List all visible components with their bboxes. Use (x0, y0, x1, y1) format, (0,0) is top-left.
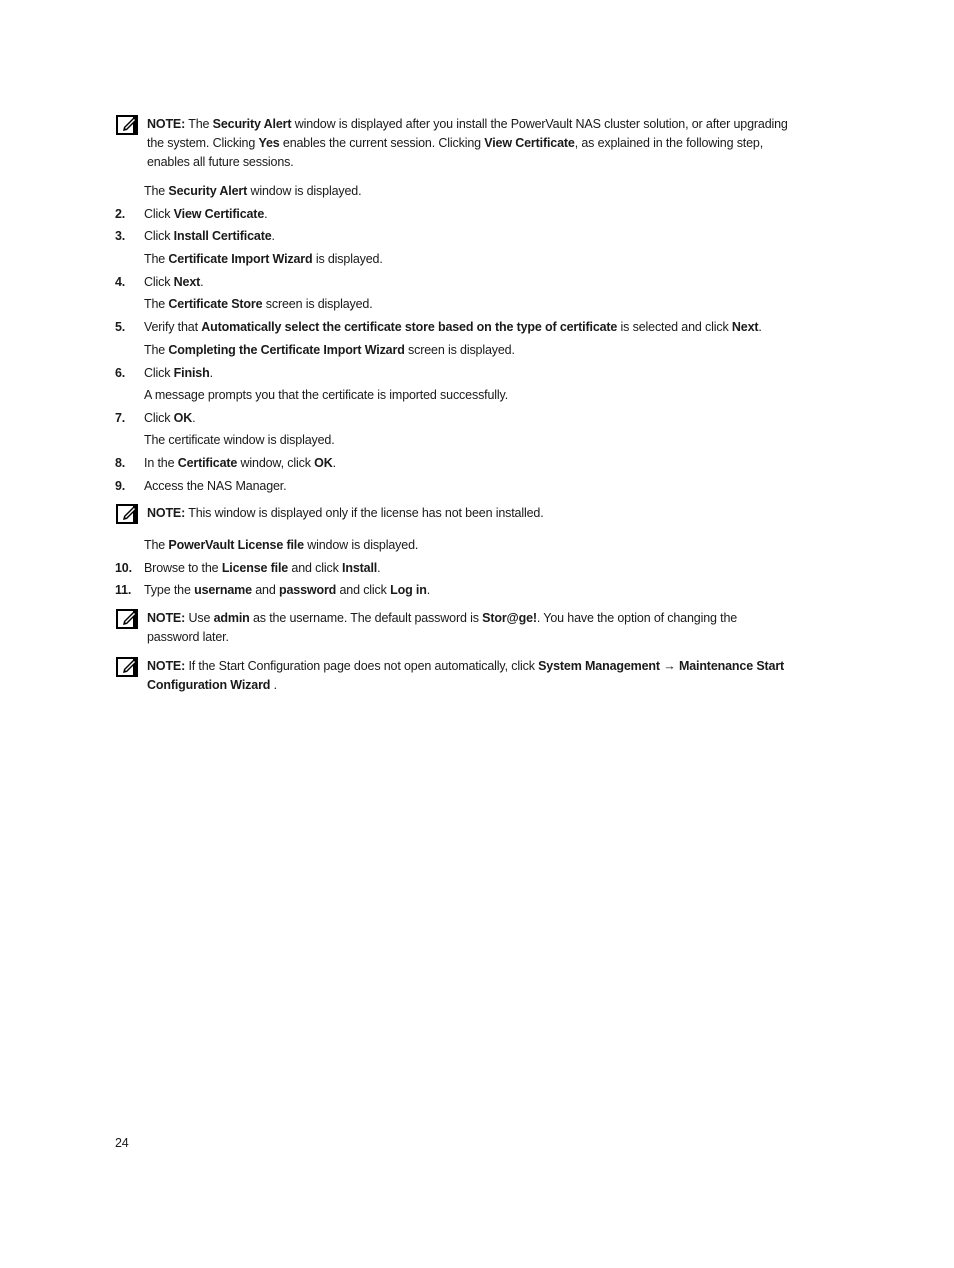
step-7: 7. Click OK. (115, 411, 196, 425)
note-4 (116, 657, 796, 695)
paragraph-security-alert: The Security Alert window is displayed. (144, 184, 362, 198)
step-6: 6. Click Finish. (115, 366, 213, 380)
step-4: 4. Click Next. (115, 275, 204, 289)
pencil-note-icon (116, 504, 138, 524)
note-4-text: NOTE: If the Start Configuration page does not open automatically, click System Management → Maintenance Start Configuration Wizard . (147, 659, 785, 692)
paragraph-import-wizard: The Certificate Import Wizard is displayed. (144, 252, 383, 266)
step-11: 11. Type the username and password and click Log in. (115, 583, 431, 597)
paragraph-certificate-store: The Certificate Store screen is displayed. (144, 297, 373, 311)
page-number: 24 (115, 1136, 129, 1150)
pencil-note-icon (116, 609, 138, 629)
step-9: 9. Access the NAS Manager. (115, 479, 287, 493)
step-2: 2. Click View Certificate. (115, 207, 268, 221)
note-3-text: NOTE: Use admin as the username. The default password is Stor@ge!. You have the option of changing the password later. (147, 611, 738, 644)
step-3: 3. Click Install Certificate. (115, 229, 275, 243)
note-3 (116, 609, 796, 647)
pencil-note-icon (116, 657, 138, 677)
paragraph-certificate-window: The certificate window is displayed. (144, 433, 335, 447)
paragraph-license-file: The PowerVault License file window is displayed. (144, 538, 419, 552)
step-8: 8. In the Certificate window, click OK. (115, 456, 336, 470)
note-2-text: NOTE: This window is displayed only if the license has not been installed. (147, 506, 544, 520)
note-1 (116, 115, 796, 172)
step-10: 10. Browse to the License file and click Install. (115, 561, 381, 575)
paragraph-message-prompt: A message prompts you that the certificate is imported successfully. (144, 388, 509, 402)
note-1-text: NOTE: The Security Alert window is displayed after you install the PowerVault NAS cluster solution, or after upgrading the system. Clicking Yes enables the current session. Clicking View Certificate, as explained in the following step, enables all future sessions. (147, 117, 788, 169)
note-2 (116, 504, 796, 524)
pencil-note-icon (116, 115, 138, 135)
step-5: 5. Verify that Automatically select the certificate store based on the type of certificate is selected and click Next. (115, 320, 762, 334)
paragraph-completing-wizard: The Completing the Certificate Import Wizard screen is displayed. (144, 343, 515, 357)
